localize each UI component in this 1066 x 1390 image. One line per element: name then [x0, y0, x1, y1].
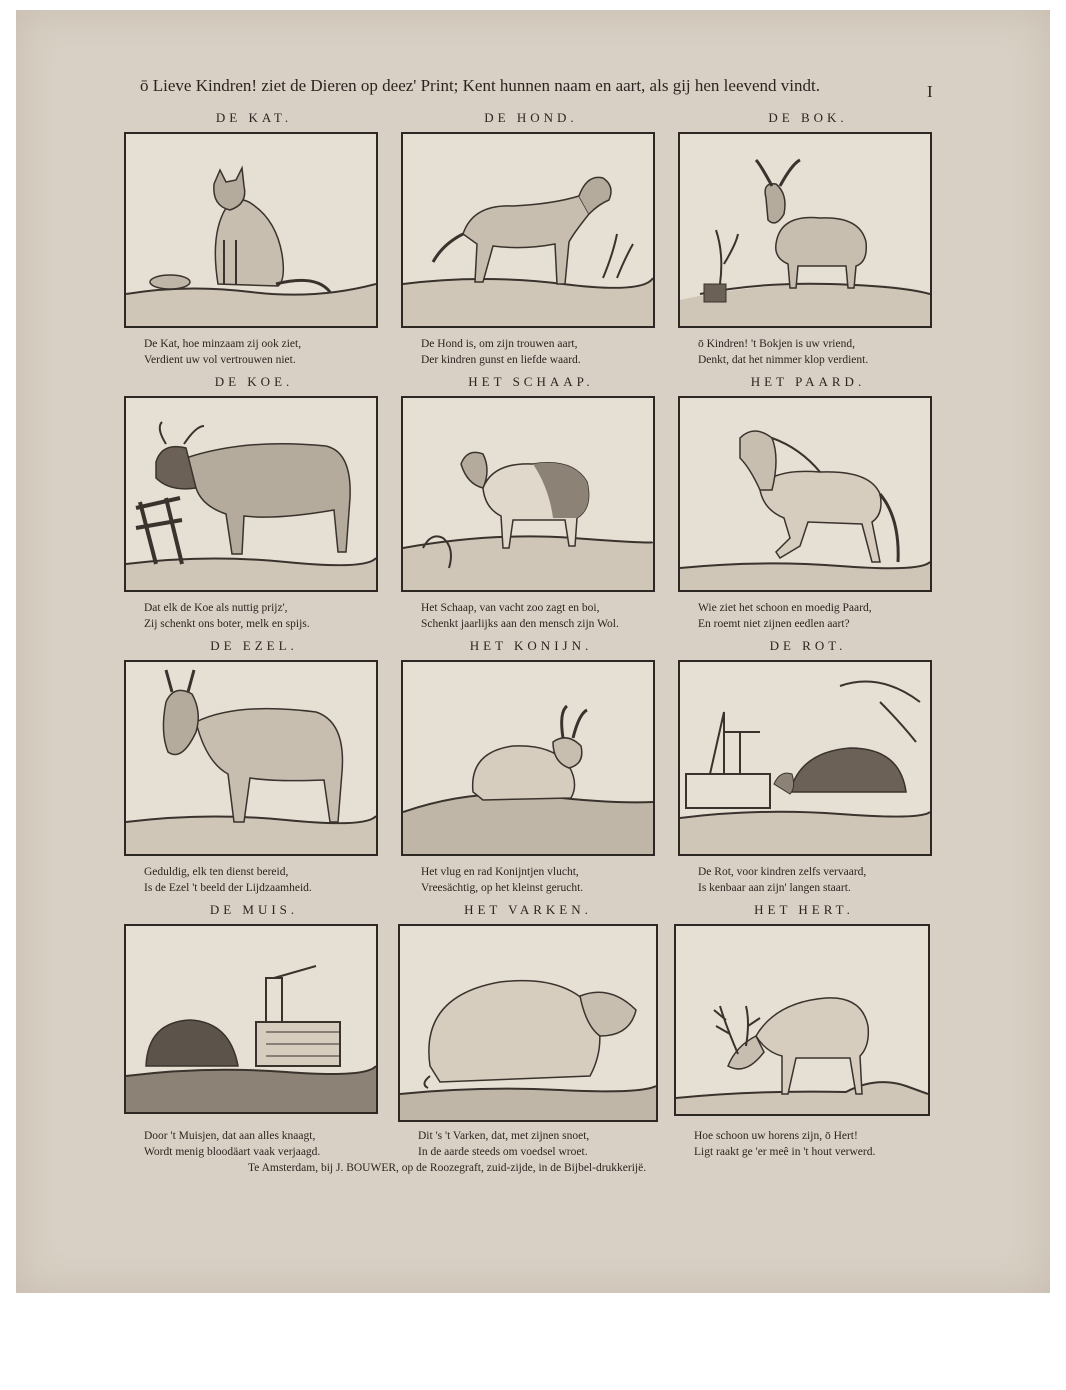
verse-line-1: Wie ziet het schoon en moedig Paard,: [698, 602, 872, 614]
verse-line-1: Hoe schoon uw horens zijn, ō Hert!: [694, 1130, 858, 1142]
page-number: I: [927, 82, 933, 101]
verse-line-2: Der kindren gunst en liefde waard.: [421, 354, 581, 366]
verse-line-1: Dit 's 't Varken, dat, met zijnen snoet,: [418, 1130, 590, 1142]
woodcut-cow: [124, 396, 378, 592]
woodcut-cat: [124, 132, 378, 328]
verse-line-1: Het Schaap, van vacht zoo zagt en boi,: [421, 602, 600, 614]
verse-line-1: Het vlug en rad Konijntjen vlucht,: [421, 866, 579, 878]
woodcut-donkey: [124, 660, 378, 856]
verse-line-2: Schenkt jaarlijks aan den mensch zijn Wol.: [421, 618, 619, 630]
panel-title: HET HERT.: [754, 902, 854, 917]
verse-line-2: Vreesächtig, op het kleinst gerucht.: [421, 882, 584, 894]
panel-title: HET PAARD.: [750, 374, 866, 389]
verse-line-1: De Hond is, om zijn trouwen aart,: [421, 338, 578, 350]
verse-line-1: ō Kindren! 't Bokjen is uw vriend,: [698, 338, 855, 350]
verse-line-2: Verdient uw vol vertrouwen niet.: [144, 354, 296, 366]
panel-title: HET VARKEN.: [464, 902, 592, 917]
woodcut-pig: [398, 924, 658, 1122]
panel-title: DE HOND.: [484, 110, 578, 125]
verse-line-1: De Kat, hoe minzaam zij ook ziet,: [144, 338, 302, 350]
verse-line-2: In de aarde steeds om voedsel wroet.: [418, 1146, 588, 1158]
verse-line-1: De Rot, voor kindren zelfs vervaard,: [698, 866, 867, 878]
woodcut-goat: [678, 132, 932, 328]
woodcut-sheep: [401, 396, 655, 592]
panel-title: DE KOE.: [214, 374, 294, 389]
panel-title: DE EZEL.: [210, 638, 298, 653]
verse-line-2: Zij schenkt ons boter, melk en spijs.: [144, 618, 310, 630]
woodcut-rat: [678, 660, 932, 856]
woodcut-dog: [401, 132, 655, 328]
panel-title: DE BOK.: [768, 110, 848, 125]
verse-line-2: Wordt menig bloodäart vaak verjaagd.: [144, 1146, 321, 1158]
verse-line-2: Denkt, dat het nimmer klop verdient.: [698, 354, 869, 366]
verse-line-2: Is kenbaar aan zijn' langen staart.: [698, 882, 851, 894]
panel-title: DE KAT.: [215, 110, 293, 125]
verse-line-1: Geduldig, elk ten dienst bereid,: [144, 866, 289, 878]
verse-line-2: Ligt raakt ge 'er meê in 't hout verwerd.: [694, 1146, 876, 1158]
verse-line-1: Door 't Muisjen, dat aan alles knaagt,: [144, 1130, 316, 1142]
verse-line-1: Dat elk de Koe als nuttig prijz',: [144, 602, 288, 614]
woodcut-rabbit: [401, 660, 655, 856]
woodcut-horse: [678, 396, 932, 592]
woodcut-deer: [674, 924, 930, 1116]
page-title: ō Lieve Kindren! ziet de Dieren op deez' Print; Kent hunnen naam en aart, als gij hen leevend vindt.: [140, 76, 820, 95]
woodcut-mouse: [124, 924, 378, 1114]
panel-title: HET KONIJN.: [469, 638, 593, 653]
panel-title: DE MUIS.: [209, 902, 299, 917]
verse-line-2: En roemt niet zijnen eedlen aart?: [698, 618, 850, 630]
verse-line-2: Is de Ezel 't beeld der Lijdzaamheid.: [144, 882, 312, 894]
panel-title: HET SCHAAP.: [468, 374, 594, 389]
printer-imprint: Te Amsterdam, bij J. BOUWER, op de Roozegraft, zuid-zijde, in de Bijbel-drukkerijë.: [248, 1162, 647, 1174]
panel-title: DE ROT.: [769, 638, 847, 653]
bottom-margin: [0, 1293, 1066, 1390]
